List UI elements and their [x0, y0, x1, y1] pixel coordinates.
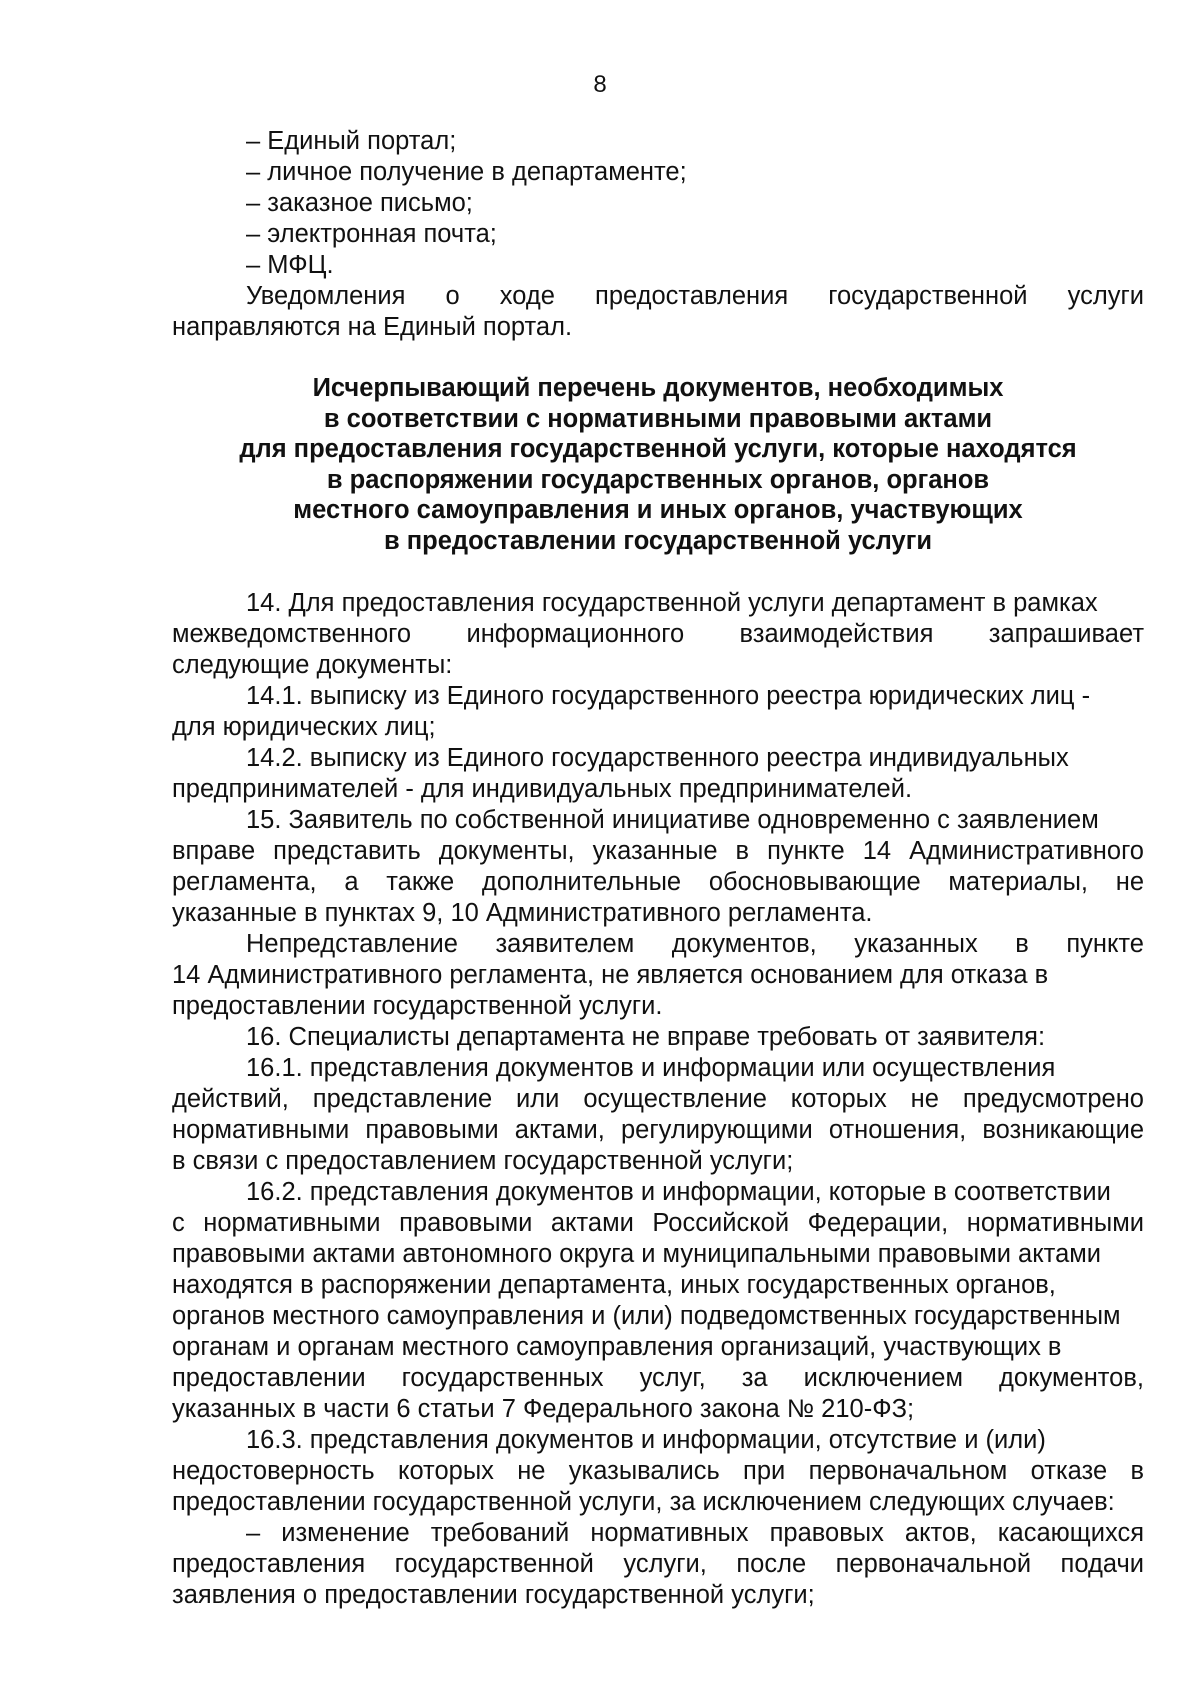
- paragraph-16: [172, 1022, 1144, 1053]
- paragraph-line: 14 Административного регламента, не является основанием для отказа в: [172, 961, 1049, 989]
- list-item: – заказное письмо;: [246, 189, 473, 217]
- paragraph-line: предоставлении государственной услуги.: [172, 992, 663, 1020]
- paragraph-14: [172, 588, 1144, 681]
- list-item: – личное получение в департаменте;: [246, 158, 687, 186]
- paragraph-line: 16.2. представления документов и информации, которые в соответствии: [246, 1178, 1111, 1206]
- section-heading: [172, 373, 1144, 556]
- paragraph-line: 15. Заявитель по собственной инициативе одновременно с заявлением: [246, 806, 1099, 834]
- paragraph-15-non-submission: [172, 929, 1144, 1022]
- paragraph-16-2: [172, 1177, 1144, 1425]
- paragraph-line: межведомственного информационного взаимодействия запрашивает: [172, 620, 1144, 648]
- paragraph-14-2: [172, 743, 1144, 805]
- heading-line: местного самоуправления и иных органов, участвующих: [293, 496, 1023, 524]
- paragraph-line: с нормативными правовыми актами Российской Федерации, нормативными: [172, 1209, 1144, 1237]
- paragraph-line: предоставлении государственной услуги, за исключением следующих случаев:: [172, 1488, 1115, 1516]
- heading-line: в распоряжении государственных органов, органов: [326, 465, 990, 494]
- paragraph-line: предоставлении государственных услуг, за исключением документов,: [172, 1364, 1144, 1392]
- paragraph-line: предоставления государственной услуги, после первоначальной подачи: [172, 1550, 1144, 1578]
- paragraph-line: указанные в пунктах 9, 10 Административного регламента.: [172, 899, 873, 927]
- heading-line: в соответствии с нормативными правовыми актами: [323, 404, 993, 433]
- paragraph-line: указанных в части 6 статьи 7 Федерального закона № 210-ФЗ;: [172, 1395, 915, 1423]
- list-item: – Единый портал;: [246, 127, 457, 155]
- paragraph-line: Непредставление заявителем документов, указанных в пункте: [246, 930, 1144, 958]
- paragraph-line: Уведомления о ходе предоставления государственной услуги: [246, 282, 1144, 310]
- paragraph-line: 16.3. представления документов и информации, отсутствие и (или): [246, 1426, 1046, 1454]
- paragraph-line: для юридических лиц;: [172, 713, 436, 741]
- document-body: [172, 126, 1144, 1611]
- paragraph-line: органам и органам местного самоуправления организаций, участвующих в: [172, 1333, 1062, 1361]
- list-item: – электронная почта;: [246, 220, 497, 248]
- paragraph-line: правовыми актами автономного округа и муниципальными правовыми актами: [172, 1240, 1102, 1268]
- paragraph-line: – изменение требований нормативных правовых актов, касающихся: [246, 1519, 1144, 1547]
- page-number: 8: [593, 71, 607, 98]
- paragraph-16-3-exception: [172, 1518, 1144, 1611]
- paragraph-line: 14.1. выписку из Единого государственного реестра юридических лиц -: [246, 682, 1091, 710]
- paragraph-line: предпринимателей - для индивидуальных предпринимателей.: [172, 775, 913, 803]
- paragraph-line: недостоверность которых не указывались при первоначальном отказе в: [172, 1457, 1144, 1485]
- paragraph-line: заявления о предоставлении государственной услуги;: [172, 1581, 815, 1609]
- paragraph-line: направляются на Единый портал.: [172, 313, 573, 341]
- list-item: – МФЦ.: [246, 251, 334, 279]
- delivery-methods-list: [172, 126, 1144, 281]
- paragraph-line: регламента, а также дополнительные обосновывающие материалы, не: [172, 868, 1144, 896]
- paragraph-16-3: [172, 1425, 1144, 1518]
- paragraph-line: 16.1. представления документов и информации или осуществления: [246, 1054, 1056, 1082]
- paragraph-line: действий, представление или осуществление которых не предусмотрено: [172, 1085, 1144, 1113]
- paragraph-line: нормативными правовыми актами, регулирующими отношения, возникающие: [172, 1116, 1144, 1144]
- paragraph-line: в связи с предоставлением государственной услуги;: [172, 1147, 794, 1175]
- paragraph-16-1: [172, 1053, 1144, 1177]
- paragraph-line: 16. Специалисты департамента не вправе требовать от заявителя:: [246, 1023, 1046, 1051]
- paragraph-line: вправе представить документы, указанные в пункте 14 Административного: [172, 837, 1144, 865]
- notice-paragraph: [172, 281, 1144, 343]
- paragraph-line: 14.2. выписку из Единого государственного реестра индивидуальных: [246, 744, 1069, 772]
- paragraph-14-1: [172, 681, 1144, 743]
- paragraph-line: следующие документы:: [172, 651, 453, 679]
- paragraph-line: находятся в распоряжении департамента, иных государственных органов,: [172, 1271, 1056, 1299]
- heading-line: в предоставлении государственной услуги: [383, 526, 933, 555]
- heading-line: для предоставления государственной услуги, которые находятся: [239, 435, 1077, 463]
- paragraph-line: органов местного самоуправления и (или) подведомственных государственным: [172, 1302, 1121, 1330]
- paragraph-15: [172, 805, 1144, 929]
- paragraph-line: 14. Для предоставления государственной услуги департамент в рамках: [246, 589, 1098, 617]
- heading-line: Исчерпывающий перечень документов, необходимых: [312, 374, 1004, 402]
